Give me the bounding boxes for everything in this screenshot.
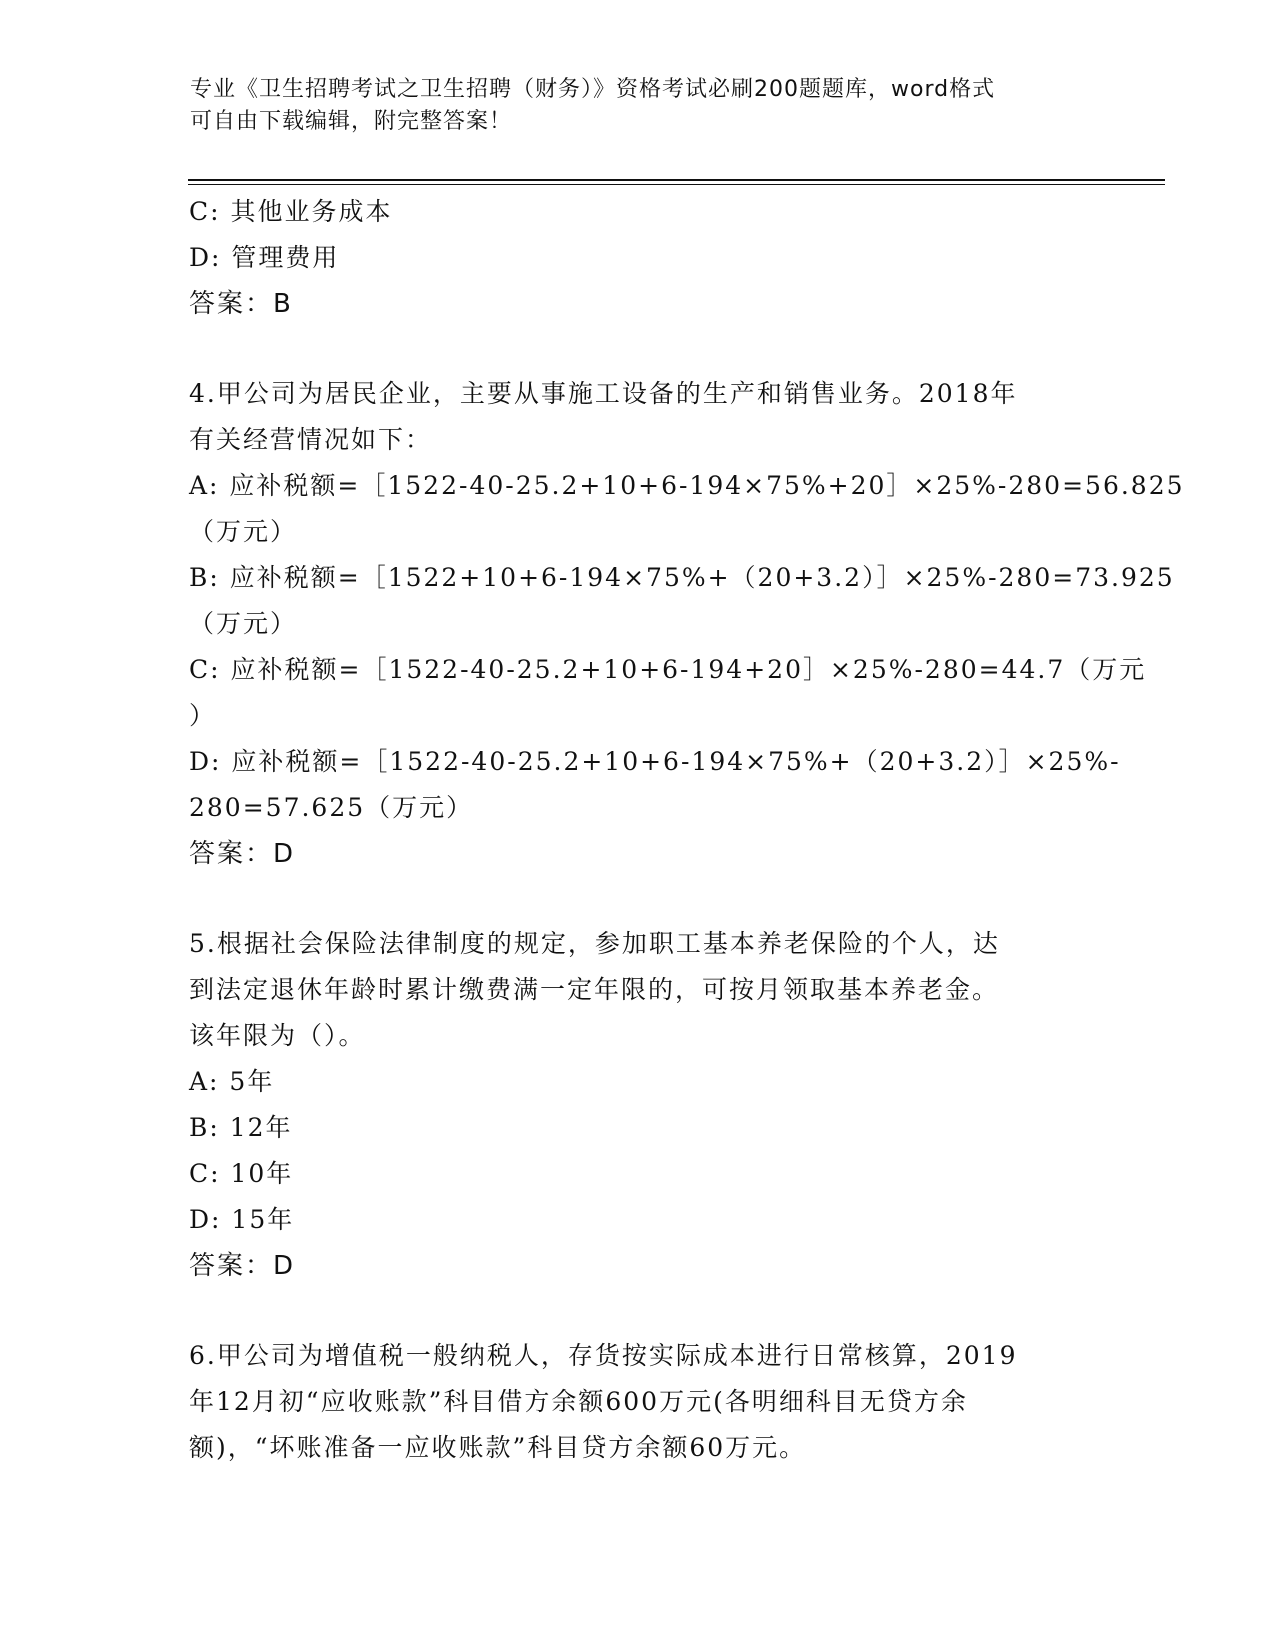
question-5 xyxy=(189,921,1089,1289)
question-4 xyxy=(189,371,1185,877)
q5-option-d: D: 15年 xyxy=(189,1205,295,1234)
q5-answer: 答案：D xyxy=(189,1251,296,1281)
q4-option-a: A: 应补税额=［1522-40-25.2+10+6-194×75%+20］×25%-280=56.825 xyxy=(189,471,1185,500)
spacer xyxy=(189,1289,1089,1333)
q4-option-b: B: 应补税额=［1522+10+6-194×75%+（20+3.2）］×25%-280=73.925 xyxy=(189,563,1175,592)
q6-stem-line-2: 年12月初“应收账款”科目借方余额600万元(各明细科目无贷方余 xyxy=(189,1387,968,1416)
header-line-1: 专业《卫生招聘考试之卫生招聘（财务）》资格考试必刷200题题库，word格式 xyxy=(190,77,996,102)
q5-option-a: A: 5年 xyxy=(189,1067,275,1096)
q4-stem-line-1: 4.甲公司为居民企业，主要从事施工设备的生产和销售业务。2018年 xyxy=(189,379,1018,408)
q4-stem-line-2: 有关经营情况如下： xyxy=(189,425,433,454)
q5-stem-line-3: 该年限为（）。 xyxy=(189,1021,366,1050)
q6-stem-line-3: 额)，“坏账准备一应收账款”科目贷方余额60万元。 xyxy=(189,1433,807,1462)
q5-stem-line-1: 5.根据社会保险法律制度的规定，参加职工基本养老保险的个人，达 xyxy=(189,929,1000,958)
q3-option-c: C: 其他业务成本 xyxy=(189,197,393,226)
q4-option-c: C: 应补税额=［1522-40-25.2+10+6-194+20］×25%-280=44.7（万元 xyxy=(189,655,1147,684)
header-line-2: 可自由下载编辑，附完整答案！ xyxy=(190,109,513,134)
q3-answer: 答案：B xyxy=(189,289,293,319)
q4-option-d-cont: 280=57.625（万元） xyxy=(189,793,474,822)
header-rule-thick xyxy=(188,179,1165,181)
question-6 xyxy=(189,1333,1089,1471)
document-header xyxy=(190,74,1070,138)
header-rule-thin xyxy=(188,184,1165,185)
spacer xyxy=(189,327,1089,371)
q4-option-c-cont: ） xyxy=(189,701,217,730)
q5-option-b: B: 12年 xyxy=(189,1113,293,1142)
q6-stem-line-1: 6.甲公司为增值税一般纳税人，存货按实际成本进行日常核算，2019 xyxy=(189,1341,1018,1370)
q4-answer: 答案：D xyxy=(189,839,296,869)
q4-option-a-cont: （万元） xyxy=(189,517,298,546)
q3-option-d: D: 管理费用 xyxy=(189,243,340,272)
question-3-tail xyxy=(189,189,1089,327)
spacer xyxy=(189,877,1089,921)
q5-option-c: C: 10年 xyxy=(189,1159,294,1188)
q4-option-d: D: 应补税额=［1522-40-25.2+10+6-194×75%+（20+3.2）］×25%- xyxy=(189,747,1121,776)
q5-stem-line-2: 到法定退休年龄时累计缴费满一定年限的，可按月领取基本养老金。 xyxy=(189,975,1000,1004)
document-body xyxy=(189,189,1185,1471)
q4-option-b-cont: （万元） xyxy=(189,609,298,638)
